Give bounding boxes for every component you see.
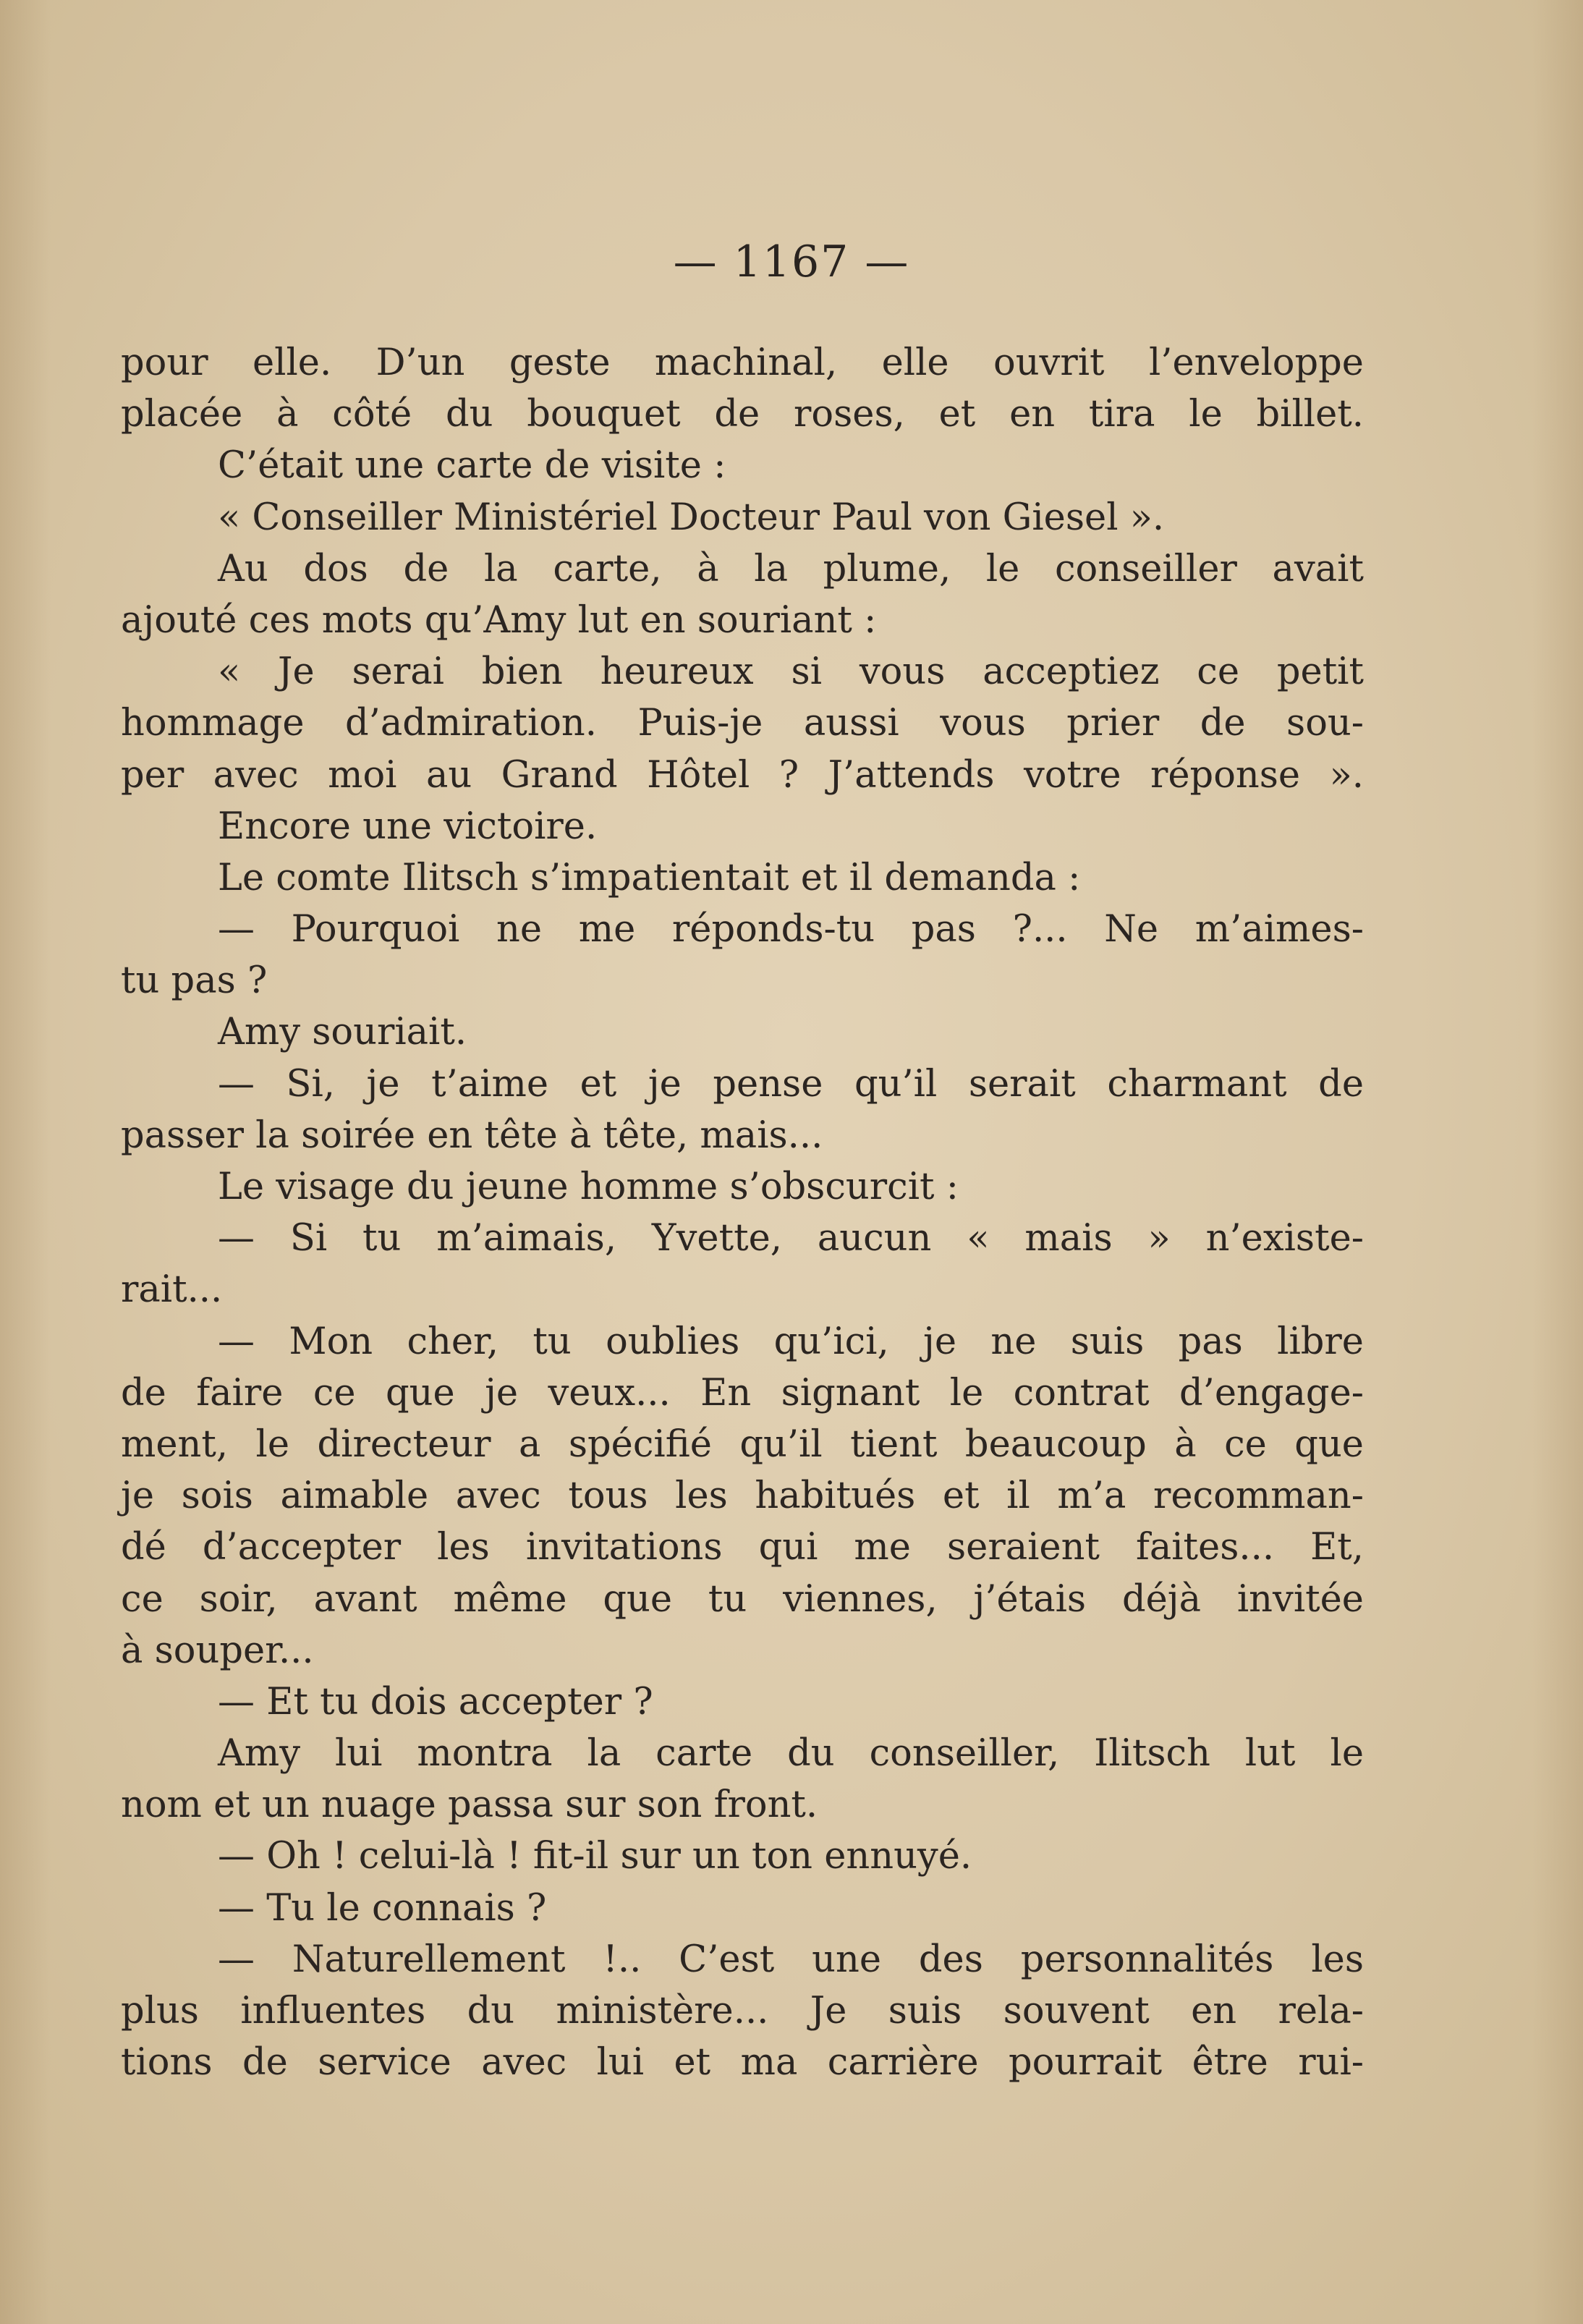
text-line: je sois aimable avec tous les habitués et il m’a recomman- bbox=[121, 1475, 1364, 1518]
text-line: « Conseiller Ministériel Docteur Paul von Giesel ». bbox=[218, 496, 1165, 539]
text-line: — Oh ! celui-là ! fit-il sur un ton ennuyé. bbox=[218, 1835, 972, 1878]
text-line: ajouté ces mots qu’Amy lut en souriant : bbox=[121, 598, 877, 642]
page-edge-shadow-right bbox=[1532, 0, 1583, 2324]
text-line: ce soir, avant même que tu viennes, j’étais déjà invitée bbox=[121, 1577, 1364, 1621]
page-edge-shadow-left bbox=[0, 0, 51, 2324]
text-line: — Naturellement !.. C’est une des personnalités les bbox=[218, 1938, 1364, 1981]
text-line: hommage d’admiration. Puis-je aussi vous prier de sou- bbox=[121, 702, 1364, 745]
text-line: Au dos de la carte, à la plume, le conseiller avait bbox=[218, 547, 1364, 590]
text-line: C’était une carte de visite : bbox=[218, 444, 726, 488]
text-line: à souper... bbox=[121, 1629, 314, 1672]
text-line: — Si, je t’aime et je pense qu’il serait charmant de bbox=[218, 1062, 1364, 1106]
text-line: tu pas ? bbox=[121, 959, 268, 1003]
text-line: Le visage du jeune homme s’obscurcit : bbox=[218, 1166, 959, 1208]
text-line: « Je serai bien heureux si vous acceptiez ce petit bbox=[218, 650, 1364, 694]
text-line: placée à côté du bouquet de roses, et en tira le billet. bbox=[121, 393, 1364, 436]
text-line: passer la soirée en tête à tête, mais... bbox=[121, 1114, 823, 1157]
text-line: — Mon cher, tu oublies qu’ici, je ne suis pas libre bbox=[218, 1320, 1364, 1363]
text-line: — Et tu dois accepter ? bbox=[218, 1680, 653, 1723]
text-line: plus influentes du ministère... Je suis souvent en rela- bbox=[121, 1990, 1364, 2032]
text-line: — Si tu m’aimais, Yvette, aucun « mais » n’existe- bbox=[218, 1217, 1364, 1260]
text-line: pour elle. D’un geste machinal, elle ouvrit l’enveloppe bbox=[121, 342, 1364, 384]
text-line: Encore une victoire. bbox=[218, 805, 598, 848]
text-line: — Pourquoi ne me réponds-tu pas ?... Ne m’aimes- bbox=[218, 908, 1364, 951]
text-line: Amy souriait. bbox=[218, 1011, 467, 1054]
text-line: tions de service avec lui et ma carrière pourrait être rui- bbox=[121, 2041, 1364, 2085]
body-text bbox=[121, 337, 1364, 2088]
text-line: Le comte Ilitsch s’impatientait et il demanda : bbox=[218, 856, 1081, 899]
text-line: nom et un nuage passa sur son front. bbox=[121, 1784, 818, 1827]
page-number: — 1167 — bbox=[673, 237, 910, 287]
text-line: Amy lui montra la carte du conseiller, Ilitsch lut le bbox=[218, 1732, 1364, 1776]
text-line: ment, le directeur a spécifié qu’il tient beaucoup à ce que bbox=[121, 1422, 1364, 1466]
text-line: — Tu le connais ? bbox=[218, 1886, 547, 1930]
text-line: per avec moi au Grand Hôtel ? J’attends votre réponse ». bbox=[121, 753, 1364, 797]
text-line: rait... bbox=[121, 1268, 223, 1312]
text-line: de faire ce que je veux... En signant le contrat d’engage- bbox=[121, 1371, 1364, 1415]
text-line: dé d’accepter les invitations qui me seraient faites... Et, bbox=[121, 1526, 1364, 1569]
